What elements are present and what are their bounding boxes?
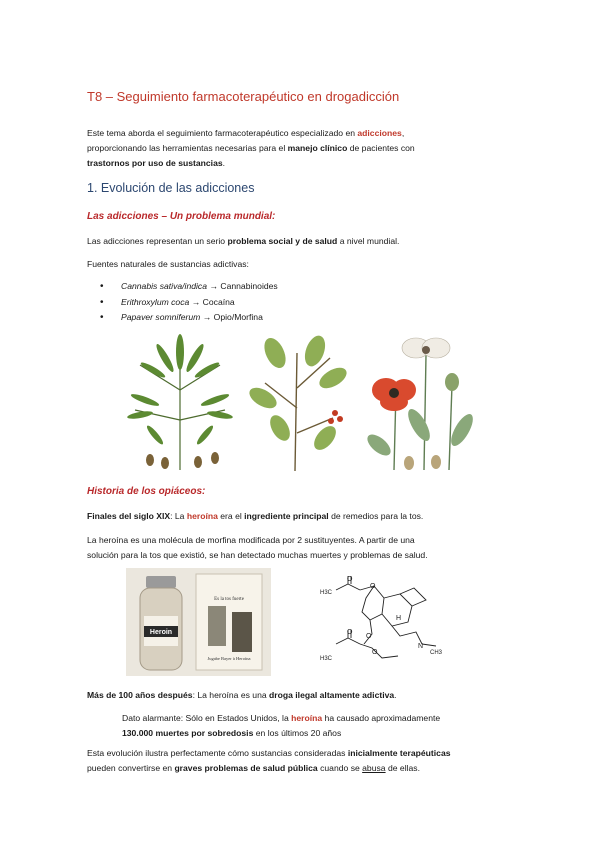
arrow: → xyxy=(189,296,203,307)
heroin-structure-diagram xyxy=(318,574,448,668)
cannabis-illustration xyxy=(120,330,242,475)
text-line: La heroína es una molécula de morfina modificada por 2 sustituyentes. A partir de una xyxy=(87,535,415,545)
product-name: Cannabinoides xyxy=(220,281,278,291)
poppy-illustration xyxy=(364,330,482,475)
atom-label: O xyxy=(370,583,376,590)
bold-text: ingrediente principal xyxy=(244,511,329,521)
intro-paragraph xyxy=(87,126,415,171)
atom-label: H3C xyxy=(320,590,333,596)
paragraph xyxy=(87,234,399,249)
bold-text: problema social y de salud xyxy=(227,236,338,246)
atom-label: O xyxy=(347,576,353,583)
atom-label: H3C xyxy=(320,656,333,662)
atom-label: O xyxy=(347,629,353,636)
intro-text: de pacientes con xyxy=(347,143,415,153)
intro-text: . xyxy=(222,158,226,168)
species-name: Cannabis sativa/indica xyxy=(121,281,207,291)
paragraph xyxy=(87,533,428,563)
ad-caption-top: Es la tos fuerte xyxy=(214,597,244,602)
highlight-text: heroína xyxy=(291,713,323,723)
bold-text: 130.000 muertes por sobredosis xyxy=(122,728,254,738)
text: : La heroína es una xyxy=(192,690,270,700)
atom-label: N xyxy=(418,643,424,650)
atom-label: O xyxy=(366,633,372,640)
underlined-text: abusa xyxy=(362,763,386,773)
list-item xyxy=(100,295,278,311)
text: de remedios para la tos. xyxy=(328,511,424,521)
intro-highlight: adicciones xyxy=(357,128,402,138)
callout-quote xyxy=(122,711,440,741)
bold-text: Finales del siglo XIX xyxy=(87,511,171,521)
subsection-heading: Historia de los opiáceos: xyxy=(87,486,206,497)
product-name: Opio/Morfina xyxy=(213,312,263,322)
text: ha causado aproximadamente xyxy=(322,713,441,723)
bottle-label: Heroin xyxy=(149,629,173,636)
atom-label: H xyxy=(396,615,402,622)
bold-text: Más de xyxy=(87,690,119,700)
text: era el xyxy=(217,511,245,521)
text: a nivel mundial. xyxy=(337,236,400,246)
section-heading: 1. Evolución de las adicciones xyxy=(87,181,255,195)
bold-text: droga ilegal altamente adictiva xyxy=(269,690,395,700)
text: . xyxy=(394,690,397,700)
subsection-heading: Las adicciones – Un problema mundial: xyxy=(87,211,276,222)
product-name: Cocaína xyxy=(202,296,235,307)
highlight-text: heroína xyxy=(186,511,218,521)
arrow: → xyxy=(207,281,221,291)
heroin-bottle-photo xyxy=(126,568,271,676)
intro-bold: manejo clínico xyxy=(287,143,348,153)
list-item xyxy=(100,310,278,326)
intro-bold: trastornos por uso de sustancias xyxy=(87,158,223,168)
paragraph: Fuentes naturales de sustancias adictivas: xyxy=(87,259,249,269)
page-title: T8 – Seguimiento farmacoterapéutico en drogadicción xyxy=(87,89,400,104)
atom-label: CH3 xyxy=(430,650,443,656)
text: Esta evolución ilustra perfectamente cómo sustancias consideradas xyxy=(87,748,348,758)
paragraph xyxy=(87,688,397,703)
ad-caption-bottom: Jugabe Bayer à Heroína xyxy=(207,656,251,661)
bold-text: inicialmente terapéuticas xyxy=(347,748,451,758)
bullet-list xyxy=(100,279,278,326)
text: de ellas. xyxy=(385,763,420,773)
list-item xyxy=(100,279,278,295)
text: en los últimos 20 años xyxy=(253,728,342,738)
coca-illustration xyxy=(245,333,353,473)
species-name: Papaver somniferum xyxy=(121,312,201,322)
intro-text: Este tema aborda el seguimiento farmacoterapéutico especializado en xyxy=(87,128,358,138)
text: Dato alarmante: Sólo en Estados Unidos, la xyxy=(122,713,292,723)
intro-text: , xyxy=(401,128,405,138)
paragraph xyxy=(87,746,451,776)
text-line: solución para la tos que existió, se han detectado muchas muertes y problemas de salud. xyxy=(87,550,428,560)
bold-text: graves problemas de salud pública xyxy=(174,763,318,773)
text: : La xyxy=(170,511,187,521)
text: Las adicciones representan un serio xyxy=(87,236,228,246)
intro-text: proporcionando las herramientas necesarias para el xyxy=(87,143,288,153)
bold-text: 100 años después xyxy=(118,690,193,700)
arrow: → xyxy=(200,312,214,322)
paragraph xyxy=(87,509,423,524)
text: pueden convertirse en xyxy=(87,763,175,773)
atom-label: O xyxy=(372,649,378,656)
species-name: Erithroxylum coca xyxy=(121,296,190,307)
text: cuando se xyxy=(317,763,363,773)
